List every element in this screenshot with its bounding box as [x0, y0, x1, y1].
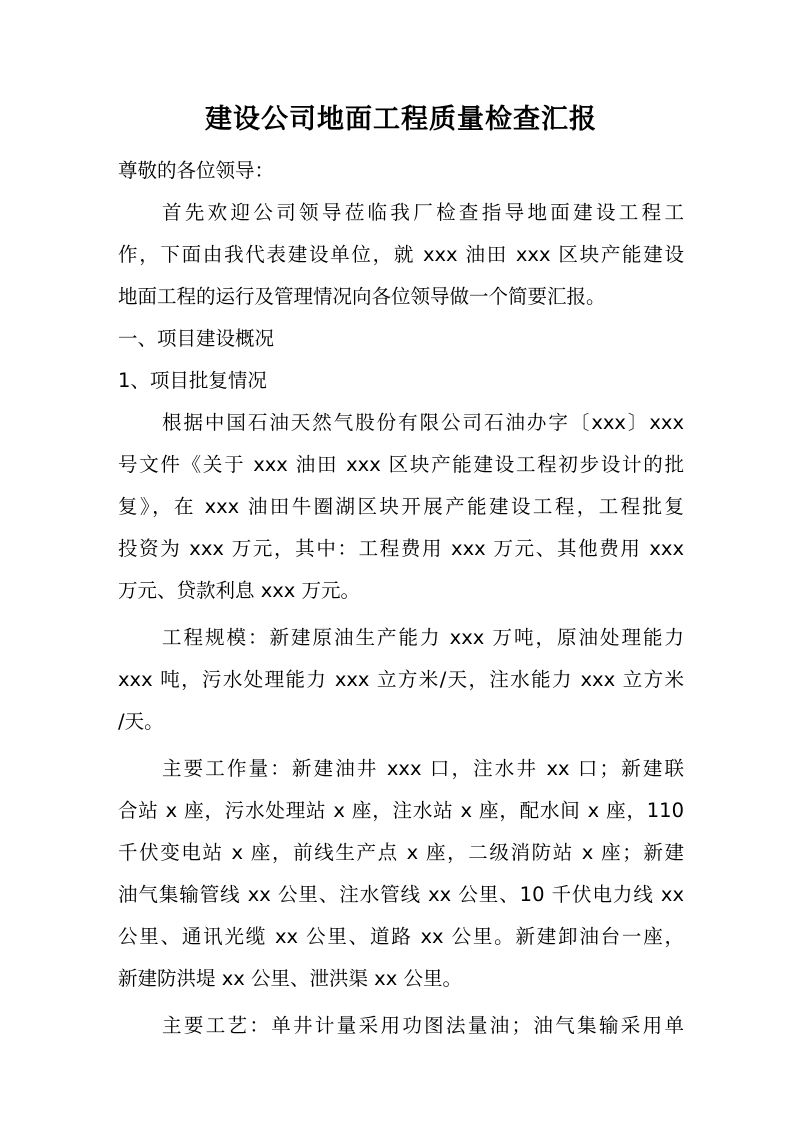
paragraph-line: 新建防洪堤 xx 公里、泄洪渠 xx 公里。: [118, 967, 462, 990]
paragraph-line: xxx 吨，污水处理能力 xxx 立方米/天，注水能力 xxx 立方米: [118, 668, 684, 691]
paragraph-line: 作，下面由我代表建设单位，就 xxx 油田 xxx 区块产能建设: [118, 243, 684, 266]
subsection-heading: 1、项目批复情况: [118, 369, 267, 392]
paragraph-line: 地面工程的运行及管理情况向各位领导做一个简要汇报。: [118, 285, 606, 308]
paragraph-line: 首先欢迎公司领导莅临我厂检查指导地面建设工程工: [162, 201, 684, 224]
scale-paragraph: [118, 617, 684, 743]
paragraph-line: 根据中国石油天然气股份有限公司石油办字〔xxx〕xxx: [162, 411, 684, 434]
intro-paragraph: [118, 192, 684, 318]
approval-paragraph: [118, 402, 684, 612]
paragraph-line: 千伏变电站 x 座，前线生产点 x 座，二级消防站 x 座；新建: [118, 841, 684, 864]
paragraph-line: 公里、通讯光缆 xx 公里、道路 xx 公里。新建卸油台一座，: [118, 925, 684, 948]
paragraph-line: 投资为 xxx 万元，其中：工程费用 xxx 万元、其他费用 xxx: [118, 537, 684, 560]
greeting-line: 尊敬的各位领导：: [118, 159, 275, 182]
paragraph-line: 复》，在 xxx 油田牛圈湖区块开展产能建设工程，工程批复: [118, 495, 684, 518]
document-page: [118, 92, 684, 1047]
process-paragraph: [118, 1005, 684, 1047]
paragraph-line: 合站 x 座，污水处理站 x 座，注水站 x 座，配水间 x 座，110: [118, 799, 684, 822]
paragraph-line: 油气集输管线 xx 公里、注水管线 xx 公里、10 千伏电力线 xx: [118, 883, 684, 906]
paragraph-line: /天。: [118, 710, 164, 733]
workload-paragraph: [118, 748, 684, 1000]
section-heading: 一、项目建设概况: [118, 327, 275, 350]
document-title: 建设公司地面工程质量检查汇报: [205, 104, 597, 135]
paragraph-line: 号文件《关于 xxx 油田 xxx 区块产能建设工程初步设计的批: [118, 453, 684, 476]
paragraph-line: 主要工作量：新建油井 xxx 口，注水井 xx 口；新建联: [162, 757, 684, 780]
paragraph-line: 工程规模：新建原油生产能力 xxx 万吨，原油处理能力: [162, 626, 684, 649]
paragraph-line: 主要工艺：单井计量采用功图法量油；油气集输采用单: [162, 1014, 684, 1037]
paragraph-line: 万元、贷款利息 xxx 万元。: [118, 579, 361, 602]
